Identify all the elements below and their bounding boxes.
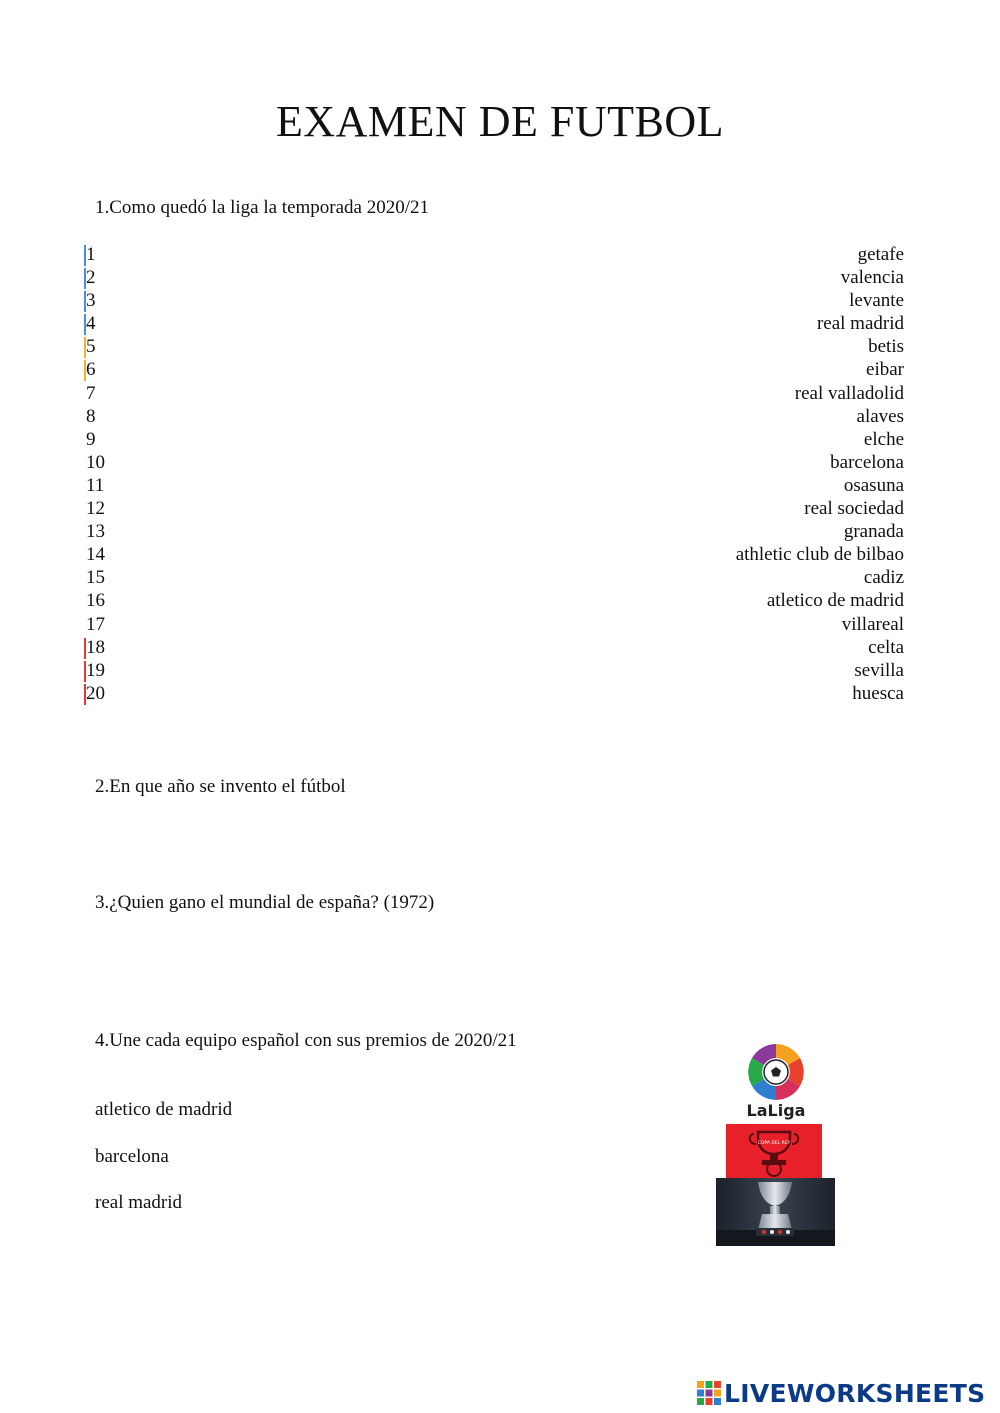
ranking-row [84,566,904,589]
ranking-row [84,358,904,381]
rank-number: 14 [86,544,105,566]
ranking-row [84,266,904,289]
rank-team: eibar [866,359,904,381]
match-team-item[interactable]: barcelona [95,1145,169,1167]
rank-team: elche [863,428,904,450]
rank-team: villareal [841,613,904,635]
ranking-row [84,289,904,312]
ranking-row [84,243,904,266]
laliga-logo-text: LaLiga [746,1101,806,1120]
rank-number: 17 [86,613,105,635]
rank-number: 11 [86,474,105,496]
rank-team: betis [868,336,904,358]
rank-number: 8 [86,405,96,427]
copa-logo-text: COPA DEL REY [757,1141,791,1146]
rank-number: 3 [86,290,96,312]
ranking-row [84,335,904,358]
rank-number: 2 [86,267,96,289]
match-team-item[interactable]: atletico de madrid [95,1099,233,1120]
ranking-row [84,382,904,405]
match-team-item[interactable]: real madrid [95,1192,183,1213]
ranking-row [84,312,904,335]
laliga-logo-icon[interactable] [733,1038,819,1120]
supercopa-trophy-icon[interactable] [716,1178,835,1246]
rank-team: alaves [856,405,904,427]
rank-number: 16 [86,590,105,612]
rank-number: 13 [86,521,105,543]
question-1: 1.Como quedó la liga la temporada 2020/21 [95,197,430,218]
ranking-row [84,520,904,543]
rank-team: granada [843,521,904,543]
page-title: EXAMEN DE FUTBOL [276,97,724,146]
rank-number: 4 [86,313,96,335]
rank-team: celta [868,636,904,658]
ranking-row [84,474,904,497]
rank-number: 20 [86,682,105,704]
ranking-row [84,543,904,566]
league-ranking-list [84,243,904,705]
rank-team: valencia [840,267,904,289]
rank-number: 19 [86,659,105,681]
rank-team: real valladolid [794,382,904,404]
rank-number: 18 [86,636,105,658]
rank-team: getafe [857,244,904,265]
ranking-row [84,405,904,428]
ranking-row [84,497,904,520]
rank-team: osasuna [843,474,904,496]
ranking-row [84,451,904,474]
rank-team: barcelona [830,451,904,473]
question-4: 4.Une cada equipo español con sus premios de 2020/21 [95,1030,517,1051]
question-3: 3.¿Quien gano el mundial de españa? (1972) [95,892,435,913]
ranking-row [84,682,904,705]
rank-team: huesca [852,682,904,704]
rank-number: 15 [86,567,105,589]
liveworksheets-brand-text: LIVEWORKSHEETS [724,1378,986,1408]
rank-team: real sociedad [804,498,904,520]
rank-number: 10 [86,451,105,473]
rank-number: 12 [86,498,105,520]
rank-number: 9 [86,428,96,450]
rank-number: 7 [86,382,96,404]
ranking-row [84,659,904,682]
rank-team: sevilla [854,659,904,681]
rank-team: athletic club de bilbao [735,544,904,566]
ranking-row [84,589,904,612]
ranking-row [84,636,904,659]
rank-team: real madrid [816,313,904,335]
liveworksheets-brand[interactable] [697,1378,985,1408]
rank-number: 6 [86,359,96,381]
question-2: 2.En que año se invento el fútbol [95,776,346,797]
match-teams-list [95,1098,232,1238]
rank-team: levante [849,290,904,312]
rank-number: 1 [86,244,96,265]
rank-number: 5 [86,336,96,358]
ranking-row [84,428,904,451]
rank-team: cadiz [863,567,904,589]
ranking-row [84,613,904,636]
copa-del-rey-logo-icon[interactable] [726,1124,822,1178]
rank-team: atletico de madrid [766,590,904,612]
liveworksheets-logo-icon [697,1381,721,1405]
